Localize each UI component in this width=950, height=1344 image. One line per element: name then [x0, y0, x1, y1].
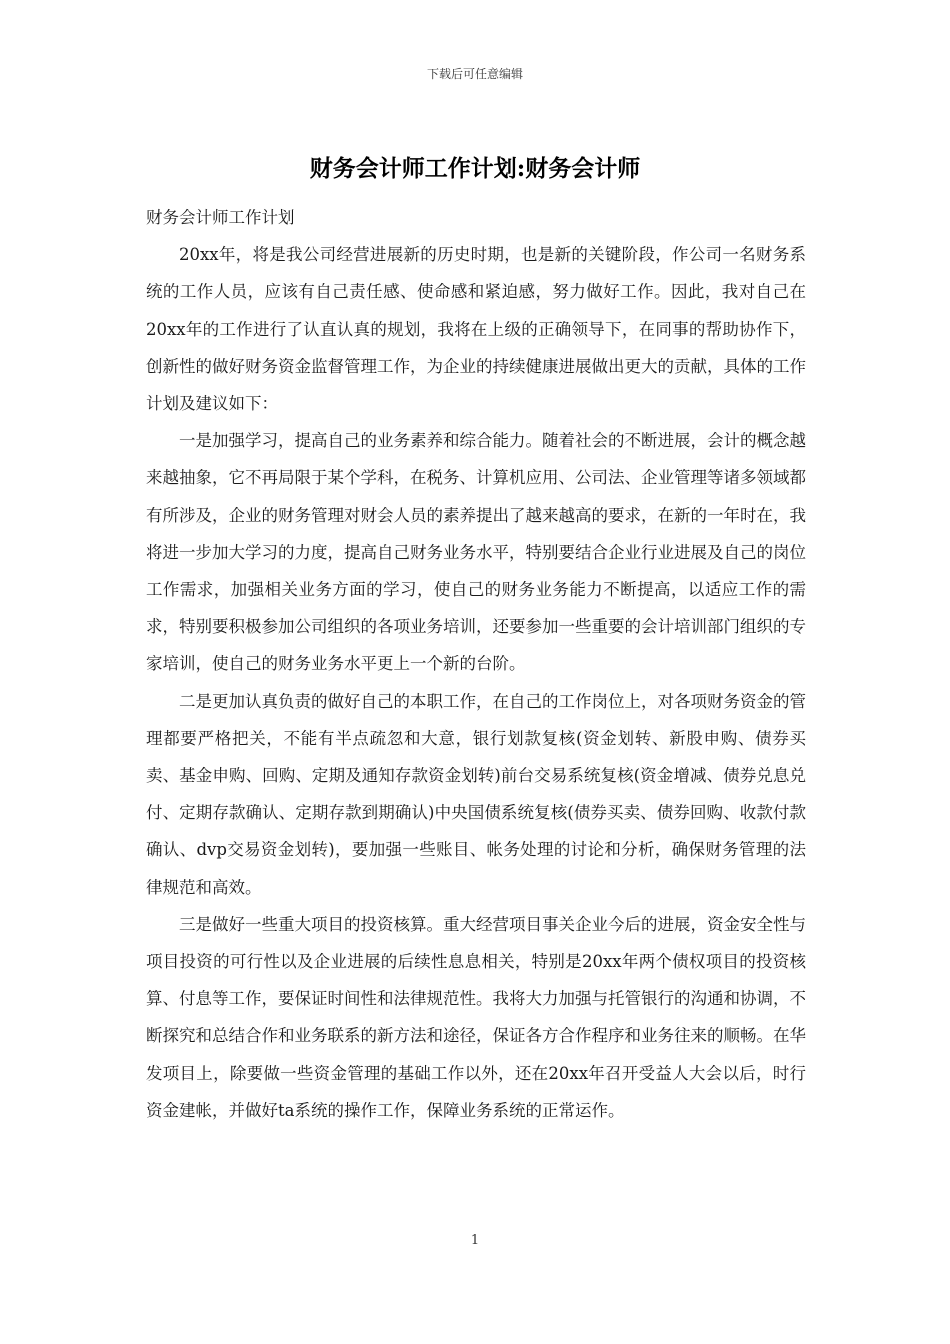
- header-note: 下载后可任意编辑: [426, 67, 523, 81]
- paragraph-duties: 二是更加认真负责的做好自己的本职工作，在自己的工作岗位上，对各项财务资金的管理都要严格把关，不能有半点疏忽和大意，银行划款复核(资金划转、新股申购、债券买卖、基金申购、回购、定期及通知存款资金划转)前台交易系统复核(资金增减、债券兑息兑付、定期存款确认、定期存款到期确认)中央国债系统复核(债券买卖、债券回购、收款付款确认、dvp交易资金划转)，要加强一些账目、帐务处理的讨论和分析，确保财务管理的法律规范和高效。: [146, 691, 806, 897]
- page-number: 1: [470, 1233, 480, 1248]
- paragraph-intro: 20xx年，将是我公司经营进展新的历史时期，也是新的关键阶段，作公司一名财务系统的工作人员，应该有自己责任感、使命感和紧迫感，努力做好工作。因此，我对自己在20xx年的工作进行了认直认真的规划，我将在上级的正确领导下，在同事的帮助协作下，创新性的做好财务资金监督管理工作，为企业的持续健康进展做出更大的贡献，具体的工作计划及建议如下：: [146, 245, 806, 414]
- paragraph-investment: 三是做好一些重大项目的投资核算。重大经营项目事关企业今后的进展，资金安全性与项目投资的可行性以及企业进展的后续性息息相关，特别是20xx年两个债权项目的投资核算、付息等工作，要保证时间性和法律规范性。我将大力加强与托管银行的沟通和协调，不断探究和总结合作和业务联系的新方法和途径，保证各方合作程序和业务往来的顺畅。在华发项目上，除要做一些资金管理的基础工作以外，还在20xx年召开受益人大会以后，时行资金建帐，并做好ta系统的操作工作，保障业务系统的正常运作。: [146, 914, 806, 1120]
- paragraph-learning: 一是加强学习，提高自己的业务素养和综合能力。随着社会的不断进展，会计的概念越来越抽象，它不再局限于某个学科，在税务、计算机应用、公司法、企业管理等诸多领域都有所涉及，企业的财务管理对财会人员的素养提出了越来越高的要求，在新的一年时在，我将进一步加大学习的力度，提高自己财务业务水平，特别要结合企业行业进展及自己的岗位工作需求，加强相关业务方面的学习，使自己的财务业务能力不断提高，以适应工作的需求，特别要积极参加公司组织的各项业务培训，还要参加一些重要的会计培训部门组织的专家培训，使自己的财务业务水平更上一个新的台阶。: [146, 431, 806, 674]
- document-subtitle: 财务会计师工作计划: [146, 208, 295, 227]
- document-title: 财务会计师工作计划:财务会计师: [309, 155, 641, 182]
- document-body: [146, 199, 806, 1129]
